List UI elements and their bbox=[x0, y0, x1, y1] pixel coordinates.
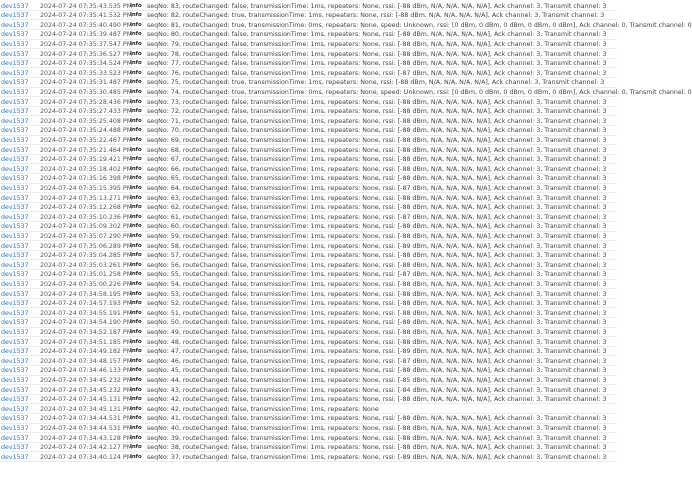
device-link[interactable]: dev1537 bbox=[1, 280, 29, 288]
log-timestamp: 2024-07-24 07:34:45.131 PM bbox=[40, 396, 133, 404]
log-level-badge: info bbox=[130, 213, 142, 220]
log-level-badge: info bbox=[130, 309, 142, 316]
device-link[interactable]: dev1537 bbox=[1, 348, 29, 356]
device-link[interactable]: dev1537 bbox=[1, 328, 29, 336]
log-timestamp: 2024-07-24 07:35:10.236 PM bbox=[40, 213, 133, 221]
device-link[interactable]: dev1537 bbox=[1, 184, 29, 192]
log-level-badge: info bbox=[130, 223, 142, 230]
device-link[interactable]: dev1537 bbox=[1, 367, 29, 375]
log-row bbox=[0, 184, 617, 193]
log-timestamp: 2024-07-24 07:35:33.523 PM bbox=[40, 69, 133, 77]
log-level-badge: info bbox=[130, 348, 142, 355]
log-row bbox=[0, 50, 617, 59]
device-link[interactable]: dev1537 bbox=[1, 79, 29, 87]
device-link[interactable]: dev1537 bbox=[1, 2, 29, 10]
device-link[interactable]: dev1537 bbox=[1, 309, 29, 317]
log-message: seqNo: 78, routeChanged: false, transmissionTime: 1ms, repeaters: None, rssi: [-88 dBm, N/A, N/A, N/A, N/A], Ack channel: 3, Transmit channel: 3 bbox=[147, 50, 607, 58]
log-message: seqNo: 54, routeChanged: false, transmissionTime: 1ms, repeaters: None, rssi: [-88 dBm, N/A, N/A, N/A, N/A], Ack channel: 3, Transmit channel: 3 bbox=[147, 280, 607, 288]
log-level-badge: info bbox=[130, 319, 142, 326]
log-timestamp: 2024-07-24 07:34:44.531 PM bbox=[40, 424, 133, 432]
log-row bbox=[0, 386, 617, 395]
device-link[interactable]: dev1537 bbox=[1, 376, 29, 384]
log-timestamp: 2024-07-24 07:35:24.488 PM bbox=[40, 127, 133, 135]
log-message: seqNo: 81, routeChanged: true, transmissionTime: 0ms, repeaters: None, speed: Unknown, rssi: [0 dBm, 0 dBm, 0 dBm, 0 dBm, 0 dBm], Ack channel: 0, Transmit channel: 0 bbox=[147, 21, 692, 29]
device-link[interactable]: dev1537 bbox=[1, 31, 29, 39]
log-message: seqNo: 42, routeChanged: false, transmissionTime: 1ms, repeaters: None, rssi: [-88 dBm, N/A, N/A, N/A, N/A], Ack channel: 3, Transmit channel: 3 bbox=[147, 396, 607, 404]
device-link[interactable]: dev1537 bbox=[1, 156, 29, 164]
device-link[interactable]: dev1537 bbox=[1, 232, 29, 240]
log-timestamp: 2024-07-24 07:35:39.487 PM bbox=[40, 31, 133, 39]
device-link[interactable]: dev1537 bbox=[1, 434, 29, 442]
log-level-badge: info bbox=[130, 21, 142, 28]
log-timestamp: 2024-07-24 07:35:16.398 PM bbox=[40, 175, 133, 183]
log-timestamp: 2024-07-24 07:34:45.131 PM bbox=[40, 405, 133, 413]
log-timestamp: 2024-07-24 07:35:27.433 PM bbox=[40, 108, 133, 116]
log-timestamp: 2024-07-24 07:34:43.128 PM bbox=[40, 434, 133, 442]
log-message: seqNo: 42, routeChanged: false, transmissionTime: 1ms, repeaters: None bbox=[147, 405, 379, 413]
log-level-badge: info bbox=[130, 232, 142, 239]
log-level-badge: info bbox=[130, 117, 142, 124]
log-level-badge: info bbox=[130, 280, 142, 287]
log-row bbox=[0, 395, 617, 404]
log-row bbox=[0, 453, 617, 462]
log-row bbox=[0, 338, 617, 347]
log-level-badge: info bbox=[130, 108, 142, 115]
log-row bbox=[0, 40, 617, 49]
device-link[interactable]: dev1537 bbox=[1, 69, 29, 77]
log-level-badge: info bbox=[130, 415, 142, 422]
device-link[interactable]: dev1537 bbox=[1, 386, 29, 394]
log-level-badge: info bbox=[130, 376, 142, 383]
log-level-badge: info bbox=[130, 69, 142, 76]
log-message: seqNo: 64, routeChanged: false, transmissionTime: 1ms, repeaters: None, rssi: [-87 dBm, N/A, N/A, N/A, N/A], Ack channel: 3, Transmit channel: 3 bbox=[147, 184, 607, 192]
device-link[interactable]: dev1537 bbox=[1, 300, 29, 308]
log-timestamp: 2024-07-24 07:35:31.487 PM bbox=[40, 79, 133, 87]
log-message: seqNo: 60, routeChanged: false, transmissionTime: 1ms, repeaters: None, rssi: [-88 dBm, N/A, N/A, N/A, N/A], Ack channel: 3, Transmit channel: 3 bbox=[147, 223, 607, 231]
log-level-badge: info bbox=[130, 271, 142, 278]
log-level-badge: info bbox=[130, 146, 142, 153]
log-row bbox=[0, 443, 617, 452]
log-row bbox=[0, 232, 617, 241]
log-row bbox=[0, 2, 617, 11]
log-row bbox=[0, 270, 617, 279]
log-row bbox=[0, 136, 617, 145]
log-level-badge: info bbox=[130, 357, 142, 364]
log-level-badge: info bbox=[130, 156, 142, 163]
device-link[interactable]: dev1537 bbox=[1, 338, 29, 346]
log-message: seqNo: 38, routeChanged: false, transmissionTime: 1ms, repeaters: None, rssi: [-88 dBm, N/A, N/A, N/A, N/A], Ack channel: 3, Transmit channel: 3 bbox=[147, 444, 607, 452]
log-level-badge: info bbox=[130, 242, 142, 249]
log-row bbox=[0, 347, 617, 356]
log-row bbox=[0, 69, 617, 78]
log-message: seqNo: 67, routeChanged: false, transmissionTime: 1ms, repeaters: None, rssi: [-88 dBm, N/A, N/A, N/A, N/A], Ack channel: 3, Transmit channel: 3 bbox=[147, 156, 607, 164]
device-link[interactable]: dev1537 bbox=[1, 117, 29, 125]
device-link[interactable]: dev1537 bbox=[1, 357, 29, 365]
log-message: seqNo: 61, routeChanged: false, transmissionTime: 1ms, repeaters: None, rssi: [-87 dBm, N/A, N/A, N/A, N/A], Ack channel: 3, Transmit channel: 3 bbox=[147, 213, 607, 221]
log-level-badge: info bbox=[130, 88, 142, 95]
log-timestamp: 2024-07-24 07:35:36.527 PM bbox=[40, 50, 133, 58]
device-link[interactable]: dev1537 bbox=[1, 290, 29, 298]
device-link[interactable]: dev1537 bbox=[1, 204, 29, 212]
log-timestamp: 2024-07-24 07:34:42.127 PM bbox=[40, 444, 133, 452]
log-message: seqNo: 62, routeChanged: false, transmissionTime: 1ms, repeaters: None, rssi: [-88 dBm, N/A, N/A, N/A, N/A], Ack channel: 3, Transmit channel: 3 bbox=[147, 204, 607, 212]
log-row bbox=[0, 213, 617, 222]
log-level-badge: info bbox=[130, 444, 142, 451]
log-timestamp: 2024-07-24 07:35:21.464 PM bbox=[40, 146, 133, 154]
log-message: seqNo: 55, routeChanged: false, transmissionTime: 1ms, repeaters: None, rssi: [-87 dBm, N/A, N/A, N/A, N/A], Ack channel: 3, Transmit channel: 3 bbox=[147, 271, 607, 279]
log-row bbox=[0, 251, 617, 260]
log-message: seqNo: 70, routeChanged: false, transmissionTime: 1ms, repeaters: None, rssi: [-88 dBm, N/A, N/A, N/A, N/A], Ack channel: 3, Transmit channel: 3 bbox=[147, 127, 607, 135]
log-row bbox=[0, 165, 617, 174]
log-level-badge: info bbox=[130, 184, 142, 191]
log-timestamp: 2024-07-24 07:35:04.285 PM bbox=[40, 252, 133, 260]
log-message: seqNo: 56, routeChanged: false, transmissionTime: 1ms, repeaters: None, rssi: [-88 dBm, N/A, N/A, N/A, N/A], Ack channel: 3, Transmit channel: 3 bbox=[147, 261, 607, 269]
log-timestamp: 2024-07-24 07:35:06.289 PM bbox=[40, 242, 133, 250]
log-message: seqNo: 58, routeChanged: false, transmissionTime: 1ms, repeaters: None, rssi: [-89 dBm, N/A, N/A, N/A, N/A], Ack channel: 3, Transmit channel: 3 bbox=[147, 242, 607, 250]
log-timestamp: 2024-07-24 07:35:00.226 PM bbox=[40, 280, 133, 288]
log-message: seqNo: 45, routeChanged: false, transmissionTime: 1ms, repeaters: None, rssi: [-88 dBm, N/A, N/A, N/A, N/A], Ack channel: 3, Transmit channel: 3 bbox=[147, 367, 607, 375]
log-timestamp: 2024-07-24 07:34:48.157 PM bbox=[40, 357, 133, 365]
log-level-badge: info bbox=[130, 396, 142, 403]
log-message: seqNo: 43, routeChanged: false, transmissionTime: 1ms, repeaters: None, rssi: [-84 dBm, N/A, N/A, N/A, N/A], Ack channel: 3, Transmit channel: 3 bbox=[147, 386, 607, 394]
log-timestamp: 2024-07-24 07:34:40.124 PM bbox=[40, 453, 133, 461]
device-link[interactable]: dev1537 bbox=[1, 453, 29, 461]
log-message: seqNo: 53, routeChanged: false, transmissionTime: 1ms, repeaters: None, rssi: [-88 dBm, N/A, N/A, N/A, N/A], Ack channel: 3, Transmit channel: 3 bbox=[147, 290, 607, 298]
log-timestamp: 2024-07-24 07:35:37.547 PM bbox=[40, 40, 133, 48]
log-message: seqNo: 79, routeChanged: false, transmissionTime: 1ms, repeaters: None, rssi: [-88 dBm, N/A, N/A, N/A, N/A], Ack channel: 3, Transmit channel: 3 bbox=[147, 40, 607, 48]
log-row bbox=[0, 155, 617, 164]
log-row bbox=[0, 203, 617, 212]
log-message: seqNo: 82, routeChanged: true, transmissionTime: 1ms, repeaters: None, rssi: [-88 dBm, N/A, N/A, N/A, N/A], Ack channel: 3, Transmit channel: 3 bbox=[147, 12, 605, 20]
log-timestamp: 2024-07-24 07:35:18.402 PM bbox=[40, 165, 133, 173]
device-link[interactable]: dev1537 bbox=[1, 213, 29, 221]
log-level-badge: info bbox=[130, 194, 142, 201]
device-link[interactable]: dev1537 bbox=[1, 98, 29, 106]
device-link[interactable]: dev1537 bbox=[1, 242, 29, 250]
device-link[interactable]: dev1537 bbox=[1, 88, 29, 96]
device-link[interactable]: dev1537 bbox=[1, 415, 29, 423]
log-timestamp: 2024-07-24 07:34:55.191 PM bbox=[40, 309, 133, 317]
log-message: seqNo: 41, routeChanged: false, transmissionTime: 1ms, repeaters: None, rssi: [-88 dBm, N/A, N/A, N/A, N/A], Ack channel: 3, Transmit channel: 3 bbox=[147, 415, 607, 423]
log-timestamp: 2024-07-24 07:35:22.467 PM bbox=[40, 136, 133, 144]
log-message: seqNo: 73, routeChanged: false, transmissionTime: 1ms, repeaters: None, rssi: [-88 dBm, N/A, N/A, N/A, N/A], Ack channel: 3, Transmit channel: 3 bbox=[147, 98, 607, 106]
log-level-badge: info bbox=[130, 386, 142, 393]
log-message: seqNo: 69, routeChanged: false, transmissionTime: 1ms, repeaters: None, rssi: [-88 dBm, N/A, N/A, N/A, N/A], Ack channel: 3, Transmit channel: 3 bbox=[147, 136, 607, 144]
device-link[interactable]: dev1537 bbox=[1, 165, 29, 173]
log-timestamp: 2024-07-24 07:34:51.185 PM bbox=[40, 338, 133, 346]
device-link[interactable]: dev1537 bbox=[1, 252, 29, 260]
log-timestamp: 2024-07-24 07:35:13.271 PM bbox=[40, 194, 133, 202]
log-message: seqNo: 74, routeChanged: true, transmissionTime: 0ms, repeaters: None, speed: Unknown, rssi: [0 dBm, 0 dBm, 0 dBm, 0 dBm, 0 dBm], Ack channel: 0, Transmit channel: 0 bbox=[147, 88, 692, 96]
log-timestamp: 2024-07-24 07:35:01.258 PM bbox=[40, 271, 133, 279]
log-level-badge: info bbox=[130, 328, 142, 335]
device-link[interactable]: dev1537 bbox=[1, 127, 29, 135]
log-message: seqNo: 44, routeChanged: false, transmissionTime: 1ms, repeaters: None, rssi: [-85 dBm, N/A, N/A, N/A, N/A], Ack channel: 3, Transmit channel: 3 bbox=[147, 376, 607, 384]
log-row bbox=[0, 376, 617, 385]
log-message: seqNo: 65, routeChanged: false, transmissionTime: 1ms, repeaters: None, rssi: [-88 dBm, N/A, N/A, N/A, N/A], Ack channel: 3, Transmit channel: 3 bbox=[147, 175, 607, 183]
log-timestamp: 2024-07-24 07:35:30.485 PM bbox=[40, 88, 133, 96]
log-timestamp: 2024-07-24 07:34:45.232 PM bbox=[40, 386, 133, 394]
log-row bbox=[0, 222, 617, 231]
log-row bbox=[0, 328, 617, 337]
device-link[interactable]: dev1537 bbox=[1, 396, 29, 404]
log-row bbox=[0, 146, 617, 155]
device-link[interactable]: dev1537 bbox=[1, 319, 29, 327]
device-link[interactable]: dev1537 bbox=[1, 12, 29, 20]
device-link[interactable]: dev1537 bbox=[1, 60, 29, 68]
log-message: seqNo: 75, routeChanged: true, transmissionTime: 1ms, repeaters: None, rssi: [-88 dBm, N/A, N/A, N/A, N/A], Ack channel: 3, Transmit channel: 3 bbox=[147, 79, 605, 87]
log-message: seqNo: 80, routeChanged: false, transmissionTime: 1ms, repeaters: None, rssi: [-88 dBm, N/A, N/A, N/A, N/A], Ack channel: 3, Transmit channel: 3 bbox=[147, 31, 607, 39]
log-message: seqNo: 59, routeChanged: false, transmissionTime: 1ms, repeaters: None, rssi: [-88 dBm, N/A, N/A, N/A, N/A], Ack channel: 3, Transmit channel: 3 bbox=[147, 232, 607, 240]
log-timestamp: 2024-07-24 07:35:12.268 PM bbox=[40, 204, 133, 212]
log-timestamp: 2024-07-24 07:35:34.524 PM bbox=[40, 60, 133, 68]
log-row bbox=[0, 194, 617, 203]
device-link[interactable]: dev1537 bbox=[1, 444, 29, 452]
log-message: seqNo: 39, routeChanged: false, transmissionTime: 1ms, repeaters: None, rssi: [-88 dBm, N/A, N/A, N/A, N/A], Ack channel: 3, Transmit channel: 3 bbox=[147, 434, 607, 442]
log-timestamp: 2024-07-24 07:34:58.195 PM bbox=[40, 290, 133, 298]
log-row bbox=[0, 366, 617, 375]
log-message: seqNo: 68, routeChanged: false, transmissionTime: 1ms, repeaters: None, rssi: [-88 dBm, N/A, N/A, N/A, N/A], Ack channel: 3, Transmit channel: 3 bbox=[147, 146, 607, 154]
device-link[interactable]: dev1537 bbox=[1, 21, 29, 29]
log-row bbox=[0, 261, 617, 270]
log-timestamp: 2024-07-24 07:34:49.182 PM bbox=[40, 348, 133, 356]
log-timestamp: 2024-07-24 07:35:40.490 PM bbox=[40, 21, 133, 29]
log-level-badge: info bbox=[130, 338, 142, 345]
log-row bbox=[0, 107, 617, 116]
device-link[interactable]: dev1537 bbox=[1, 146, 29, 154]
log-message: seqNo: 40, routeChanged: false, transmissionTime: 1ms, repeaters: None, rssi: [-88 dBm, N/A, N/A, N/A, N/A], Ack channel: 3, Transmit channel: 3 bbox=[147, 424, 607, 432]
log-timestamp: 2024-07-24 07:35:15.395 PM bbox=[40, 184, 133, 192]
log-timestamp: 2024-07-24 07:35:41.532 PM bbox=[40, 12, 133, 20]
log-row bbox=[0, 280, 617, 289]
log-row bbox=[0, 242, 617, 251]
device-link[interactable]: dev1537 bbox=[1, 175, 29, 183]
log-timestamp: 2024-07-24 07:34:46.133 PM bbox=[40, 367, 133, 375]
log-message: seqNo: 50, routeChanged: false, transmissionTime: 1ms, repeaters: None, rssi: [-88 dBm, N/A, N/A, N/A, N/A], Ack channel: 3, Transmit channel: 3 bbox=[147, 319, 607, 327]
device-link[interactable]: dev1537 bbox=[1, 50, 29, 58]
device-link[interactable]: dev1537 bbox=[1, 223, 29, 231]
log-row bbox=[0, 78, 617, 87]
log-timestamp: 2024-07-24 07:34:52.187 PM bbox=[40, 328, 133, 336]
log-level-badge: info bbox=[130, 300, 142, 307]
log-level-badge: info bbox=[130, 136, 142, 143]
device-link[interactable]: dev1537 bbox=[1, 424, 29, 432]
device-link[interactable]: dev1537 bbox=[1, 108, 29, 116]
log-row bbox=[0, 117, 617, 126]
log-timestamp: 2024-07-24 07:35:28.436 PM bbox=[40, 98, 133, 106]
log-level-badge: info bbox=[130, 40, 142, 47]
log-message: seqNo: 51, routeChanged: false, transmissionTime: 1ms, repeaters: None, rssi: [-88 dBm, N/A, N/A, N/A, N/A], Ack channel: 3, Transmit channel: 3 bbox=[147, 309, 607, 317]
log-timestamp: 2024-07-24 07:35:03.261 PM bbox=[40, 261, 133, 269]
log-timestamp: 2024-07-24 07:34:45.232 PM bbox=[40, 376, 133, 384]
log-level-badge: info bbox=[130, 31, 142, 38]
log-row bbox=[0, 414, 617, 423]
log-level-badge: info bbox=[130, 165, 142, 172]
log-row bbox=[0, 309, 617, 318]
log-level-badge: info bbox=[130, 405, 142, 412]
log-row bbox=[0, 126, 617, 135]
log-row bbox=[0, 88, 692, 97]
log-level-badge: info bbox=[130, 252, 142, 259]
log-level-badge: info bbox=[130, 290, 142, 297]
log-level-badge: info bbox=[130, 453, 142, 460]
log-row bbox=[0, 21, 692, 30]
log-row bbox=[0, 290, 617, 299]
log-timestamp: 2024-07-24 07:35:19.421 PM bbox=[40, 156, 133, 164]
log-level-badge: info bbox=[130, 175, 142, 182]
log-level-badge: info bbox=[130, 98, 142, 105]
log-timestamp: 2024-07-24 07:35:07.290 PM bbox=[40, 232, 133, 240]
log-level-badge: info bbox=[130, 2, 142, 9]
log-level-badge: info bbox=[130, 79, 142, 86]
log-row bbox=[0, 318, 617, 327]
log-message: seqNo: 48, routeChanged: false, transmissionTime: 1ms, repeaters: None, rssi: [-88 dBm, N/A, N/A, N/A, N/A], Ack channel: 3, Transmit channel: 3 bbox=[147, 338, 607, 346]
log-message: seqNo: 66, routeChanged: false, transmissionTime: 1ms, repeaters: None, rssi: [-88 dBm, N/A, N/A, N/A, N/A], Ack channel: 3, Transmit channel: 3 bbox=[147, 165, 607, 173]
log-message: seqNo: 37, routeChanged: false, transmissionTime: 1ms, repeaters: None, rssi: [-89 dBm, N/A, N/A, N/A, N/A], Ack channel: 3, Transmit channel: 3 bbox=[147, 453, 607, 461]
log-level-badge: info bbox=[130, 50, 142, 57]
log-message: seqNo: 83, routeChanged: false, transmissionTime: 1ms, repeaters: None, rssi: [-88 dBm, N/A, N/A, N/A, N/A], Ack channel: 3, Transmit channel: 3 bbox=[147, 2, 607, 10]
log-row bbox=[0, 405, 617, 414]
log-level-badge: info bbox=[130, 204, 142, 211]
device-link[interactable]: dev1537 bbox=[1, 194, 29, 202]
log-level-badge: info bbox=[130, 434, 142, 441]
log-level-badge: info bbox=[130, 60, 142, 67]
log-row bbox=[0, 174, 617, 183]
log-message: seqNo: 47, routeChanged: false, transmissionTime: 1ms, repeaters: None, rssi: [-89 dBm, N/A, N/A, N/A, N/A], Ack channel: 3, Transmit channel: 3 bbox=[147, 348, 607, 356]
log-level-badge: info bbox=[130, 127, 142, 134]
log-timestamp: 2024-07-24 07:35:43.535 PM bbox=[40, 2, 133, 10]
log-message: seqNo: 57, routeChanged: false, transmissionTime: 1ms, repeaters: None, rssi: [-88 dBm, N/A, N/A, N/A, N/A], Ack channel: 3, Transmit channel: 3 bbox=[147, 252, 607, 260]
log-message: seqNo: 71, routeChanged: false, transmissionTime: 1ms, repeaters: None, rssi: [-88 dBm, N/A, N/A, N/A, N/A], Ack channel: 3, Transmit channel: 3 bbox=[147, 117, 607, 125]
log-timestamp: 2024-07-24 07:35:25.408 PM bbox=[40, 117, 133, 125]
log-level-badge: info bbox=[130, 261, 142, 268]
log-row bbox=[0, 11, 617, 20]
log-message: seqNo: 72, routeChanged: false, transmissionTime: 1ms, repeaters: None, rssi: [-88 dBm, N/A, N/A, N/A, N/A], Ack channel: 3, Transmit channel: 3 bbox=[147, 108, 607, 116]
device-link[interactable]: dev1537 bbox=[1, 405, 29, 413]
log-level-badge: info bbox=[130, 12, 142, 19]
log-timestamp: 2024-07-24 07:35:09.302 PM bbox=[40, 223, 133, 231]
log-message: seqNo: 76, routeChanged: false, transmissionTime: 1ms, repeaters: None, rssi: [-87 dBm, N/A, N/A, N/A, N/A], Ack channel: 3, Transmit channel: 3 bbox=[147, 69, 607, 77]
device-link[interactable]: dev1537 bbox=[1, 261, 29, 269]
log-message: seqNo: 77, routeChanged: false, transmissionTime: 1ms, repeaters: None, rssi: [-88 dBm, N/A, N/A, N/A, N/A], Ack channel: 3, Transmit channel: 3 bbox=[147, 60, 607, 68]
device-link[interactable]: dev1537 bbox=[1, 40, 29, 48]
log-message: seqNo: 52, routeChanged: false, transmissionTime: 1ms, repeaters: None, rssi: [-88 dBm, N/A, N/A, N/A, N/A], Ack channel: 3, Transmit channel: 3 bbox=[147, 300, 607, 308]
log-message: seqNo: 49, routeChanged: false, transmissionTime: 1ms, repeaters: None, rssi: [-88 dBm, N/A, N/A, N/A, N/A], Ack channel: 3, Transmit channel: 3 bbox=[147, 328, 607, 336]
log-level-badge: info bbox=[130, 424, 142, 431]
log-row bbox=[0, 30, 617, 39]
log-row bbox=[0, 98, 617, 107]
log-row bbox=[0, 434, 617, 443]
device-link[interactable]: dev1537 bbox=[1, 271, 29, 279]
log-message: seqNo: 46, routeChanged: false, transmissionTime: 1ms, repeaters: None, rssi: [-87 dBm, N/A, N/A, N/A, N/A], Ack channel: 3, Transmit channel: 3 bbox=[147, 357, 607, 365]
log-row bbox=[0, 424, 617, 433]
log-timestamp: 2024-07-24 07:34:57.193 PM bbox=[40, 300, 133, 308]
log-row bbox=[0, 357, 617, 366]
log-timestamp: 2024-07-24 07:34:54.190 PM bbox=[40, 319, 133, 327]
log-level-badge: info bbox=[130, 367, 142, 374]
log-message: seqNo: 63, routeChanged: false, transmissionTime: 1ms, repeaters: None, rssi: [-88 dBm, N/A, N/A, N/A, N/A], Ack channel: 3, Transmit channel: 3 bbox=[147, 194, 607, 202]
log-row bbox=[0, 59, 617, 68]
log-row bbox=[0, 299, 617, 308]
device-link[interactable]: dev1537 bbox=[1, 136, 29, 144]
log-timestamp: 2024-07-24 07:34:44.531 PM bbox=[40, 415, 133, 423]
